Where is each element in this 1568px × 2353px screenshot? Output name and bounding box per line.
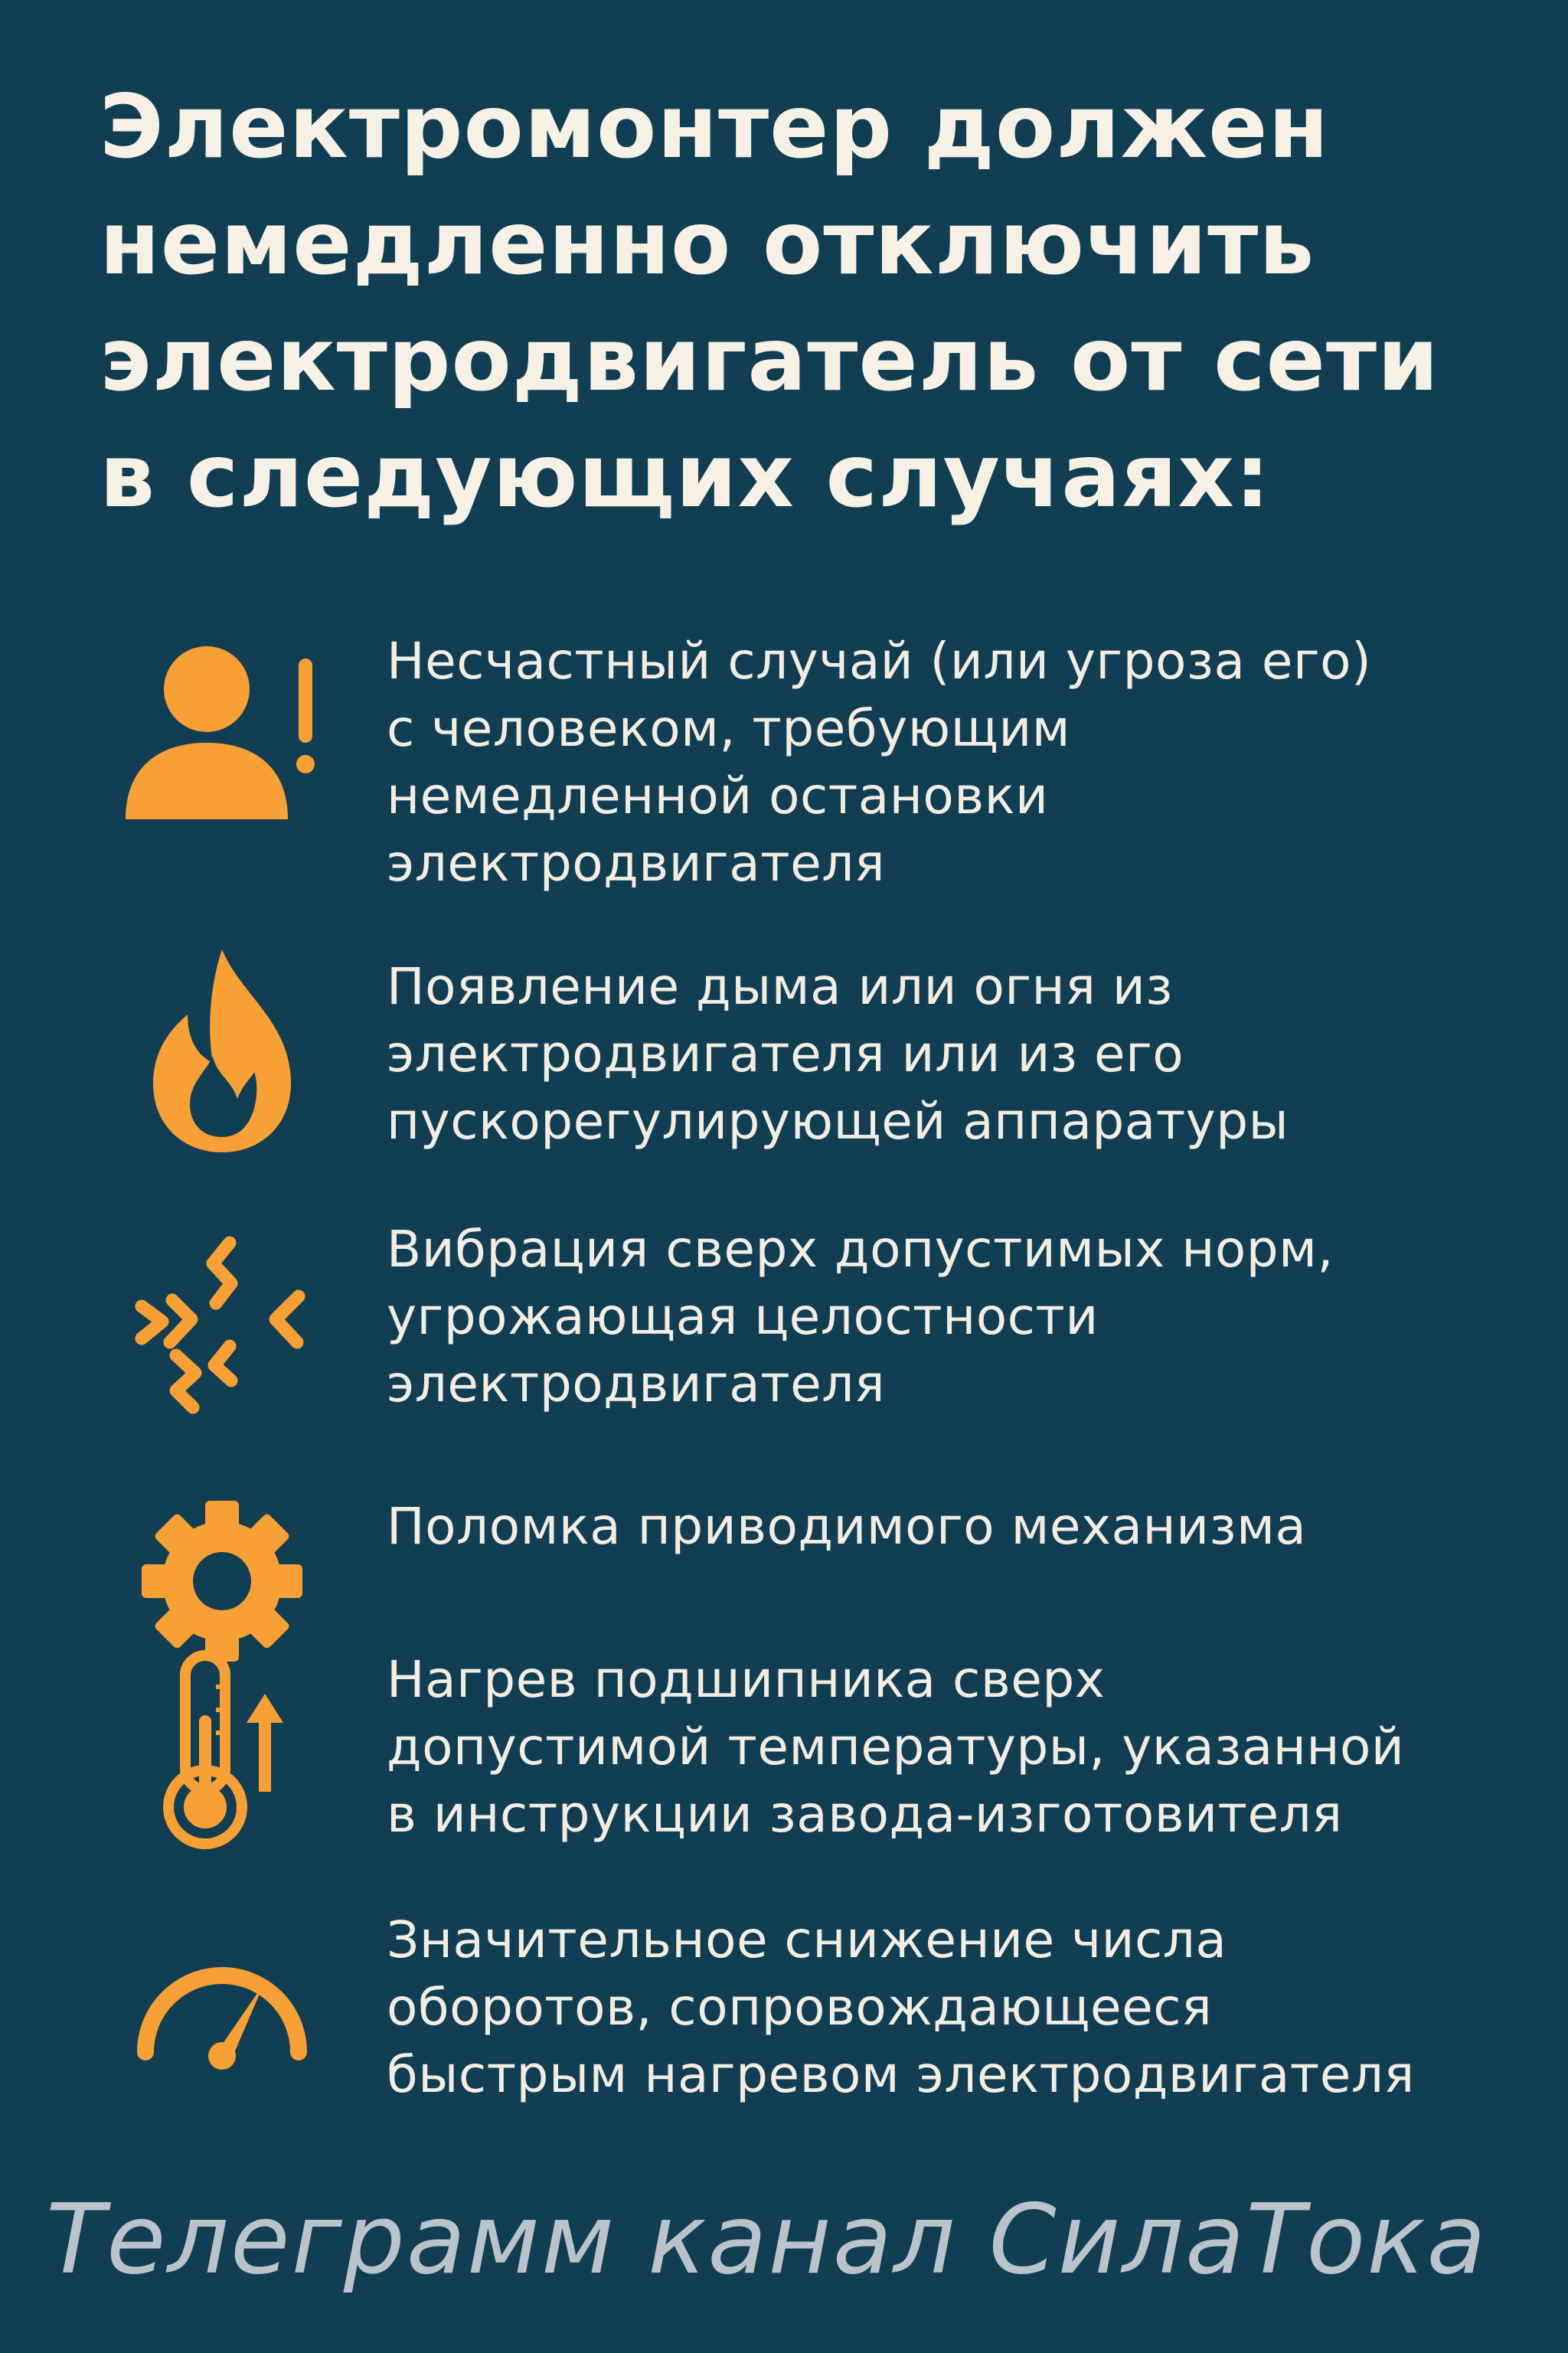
page-title bbox=[100, 69, 1516, 534]
case-text-line: пускорегулирующей аппаратуры bbox=[387, 1092, 1289, 1151]
case-text-line: оборотов, сопровождающееся bbox=[387, 1978, 1213, 2037]
case-text bbox=[387, 1493, 1535, 1560]
case-text-line: Появление дыма или огня из bbox=[387, 957, 1173, 1016]
case-text-line: электродвигателя bbox=[387, 1355, 886, 1413]
title-line: электродвигатель от сети bbox=[100, 309, 1439, 410]
case-text-line: допустимой температуры, указанной bbox=[387, 1717, 1405, 1776]
case-text-line: Нагрев подшипника сверх bbox=[387, 1650, 1106, 1709]
case-text-line: быстрым нагревом электродвигателя bbox=[387, 2045, 1415, 2104]
title-line: немедленно отключить bbox=[100, 192, 1315, 294]
case-text bbox=[387, 628, 1535, 897]
thermometer-up-icon bbox=[115, 1646, 329, 1861]
case-text-line: немедленной остановки bbox=[387, 766, 1049, 825]
title-line: Электромонтер должен bbox=[100, 76, 1330, 178]
case-text bbox=[387, 1907, 1535, 2109]
speedometer-icon bbox=[115, 1899, 329, 2113]
case-text bbox=[387, 953, 1535, 1155]
case-text-line: Поломка приводимого механизма bbox=[387, 1497, 1307, 1556]
case-text-line: Несчастный случай (или угроза его) bbox=[387, 632, 1372, 691]
case-text-line: Значительное снижение числа bbox=[387, 1910, 1227, 1969]
case-text bbox=[387, 1216, 1535, 1418]
fire-icon bbox=[115, 942, 329, 1156]
case-text bbox=[387, 1646, 1535, 1848]
case-text-line: угрожающая целостности bbox=[387, 1287, 1099, 1346]
case-text-line: электродвигателя bbox=[387, 834, 886, 893]
case-text-line: с человеком, требующим bbox=[387, 699, 1071, 758]
title-line: в следующих случаях: bbox=[100, 425, 1271, 527]
case-text-line: Вибрация сверх допустимых норм, bbox=[387, 1220, 1334, 1279]
case-text-line: в инструкции завода-изготовителя bbox=[387, 1785, 1343, 1844]
person-alert-icon bbox=[115, 628, 329, 842]
case-text-line: электродвигателя или из его bbox=[387, 1025, 1184, 1083]
telegram-channel-watermark: Телеграмм канал СилаТока bbox=[46, 2183, 1488, 2296]
vibration-icon bbox=[115, 1224, 329, 1438]
